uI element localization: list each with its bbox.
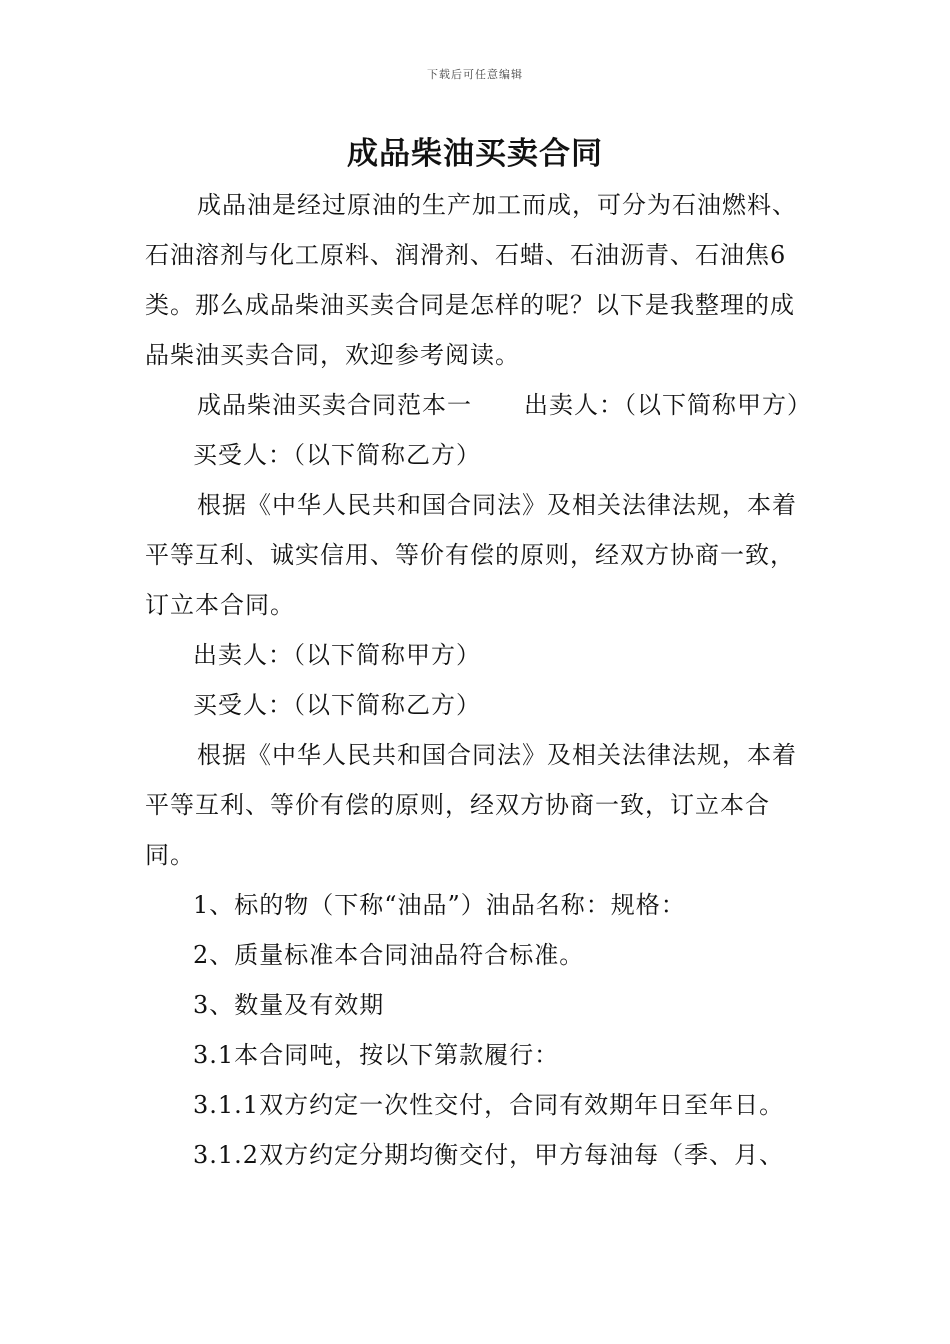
basis-paragraph-repeat: 根据《中华人民共和国合同法》及相关法律法规，本着平等互利、等价有偿的原则，经双方协商一致，订立本合同。 [145, 741, 797, 869]
clause-2: 2、质量标准本合同油品符合标准。 [193, 941, 585, 969]
header-note: 下载后可任意编辑 [427, 68, 523, 81]
intro-paragraph: 成品油是经过原油的生产加工而成，可分为石油燃料、石油溶剂与化工原料、润滑剂、石蜡、石油沥青、石油焦6类。那么成品柴油买卖合同是怎样的呢？以下是我整理的成品柴油买卖合同，欢迎参考阅读。 [145, 191, 797, 369]
clause-1: 1、标的物（下称“油品”）油品名称：规格： [193, 891, 686, 919]
buyer-line-repeat: 买受人：（以下简称乙方） [193, 691, 481, 719]
clause-3: 3、数量及有效期 [193, 991, 385, 1019]
basis-paragraph: 根据《中华人民共和国合同法》及相关法律法规，本着平等互利、诚实信用、等价有偿的原则，经双方协商一致，订立本合同。 [145, 491, 797, 619]
clause-3-1-1: 3.1.1双方约定一次性交付，合同有效期年日至年日。 [193, 1091, 785, 1119]
document-title: 成品柴油买卖合同 [347, 136, 603, 172]
seller-line-repeat: 出卖人：（以下简称甲方） [193, 641, 481, 669]
clause-3-1-2: 3.1.2双方约定分期均衡交付，甲方每油每（季、月、 [193, 1141, 785, 1169]
clause-3-1: 3.1本合同吨，按以下第款履行： [193, 1041, 560, 1069]
sample-heading-paragraph [145, 380, 817, 430]
document-body [145, 180, 817, 1180]
buyer-line: 买受人：（以下简称乙方） [193, 441, 481, 469]
seller-line: 出卖人：（以下简称甲方） [524, 391, 812, 419]
sample-title: 成品柴油买卖合同范本一 [197, 391, 472, 419]
